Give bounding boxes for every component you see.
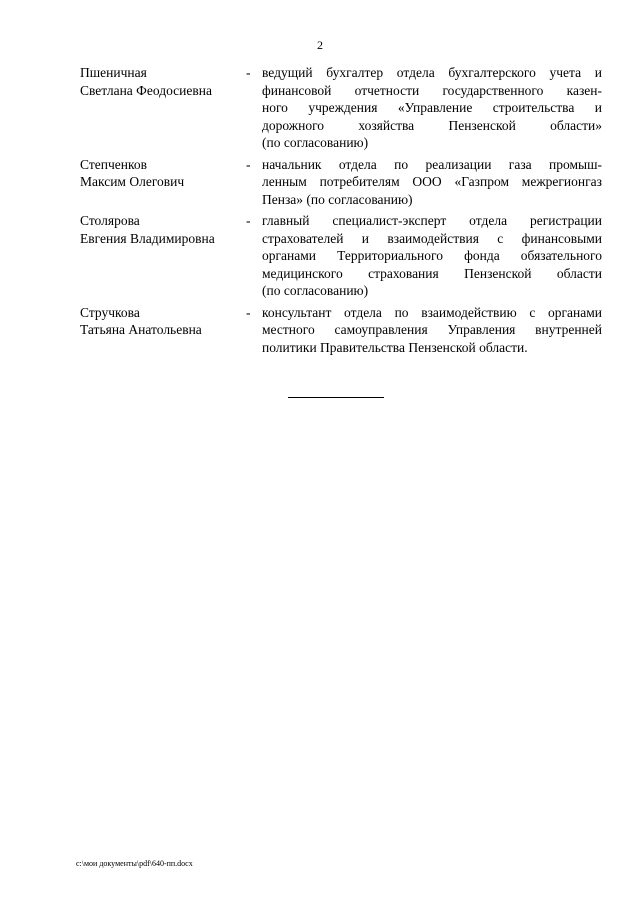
page-number: 2 bbox=[317, 38, 323, 52]
position-line: финансовой отчетности государственного казен- bbox=[262, 82, 602, 98]
member-entry bbox=[80, 304, 602, 357]
member-given-names: Светлана Феодосиевна bbox=[80, 82, 212, 98]
position-line: политики Правительства Пензенской области. bbox=[262, 339, 528, 355]
member-given-names: Евгения Владимировна bbox=[80, 230, 215, 246]
member-given-names: Максим Олегович bbox=[80, 174, 185, 189]
dash-separator: - bbox=[246, 213, 251, 228]
member-position bbox=[262, 304, 602, 357]
member-surname: Столярова bbox=[80, 213, 140, 228]
dash-separator: - bbox=[246, 156, 251, 172]
end-separator-line bbox=[288, 397, 384, 398]
member-entry bbox=[80, 156, 602, 209]
member-surname: Пшеничная bbox=[80, 65, 147, 80]
position-line: (по согласованию) bbox=[262, 283, 369, 298]
member-position bbox=[262, 64, 602, 152]
position-line: дорожного хозяйства Пензенской области» bbox=[262, 117, 602, 133]
position-line: местного самоуправления Управления внутренней bbox=[262, 322, 602, 337]
position-line: медицинского страхования Пензенской области bbox=[262, 265, 602, 281]
member-entry bbox=[80, 64, 602, 152]
member-name bbox=[80, 304, 246, 357]
member-name bbox=[80, 212, 246, 300]
member-position bbox=[262, 212, 602, 300]
position-line: ведущий бухгалтер отдела бухгалтерского учета и bbox=[262, 65, 602, 80]
position-line: ного учреждения «Управление строительства и bbox=[262, 100, 602, 115]
dash-separator: - bbox=[246, 65, 251, 80]
member-given-names: Татьяна Анатольевна bbox=[80, 322, 202, 337]
member-entry bbox=[80, 212, 602, 300]
position-line: главный специалист-эксперт отдела регистрации bbox=[262, 213, 602, 228]
position-line: ленным потребителям ООО «Газпром межрегионгаз bbox=[262, 174, 602, 189]
position-line: страхователей и взаимодействия с финансовыми bbox=[262, 230, 602, 246]
member-surname: Стручкова bbox=[80, 304, 140, 320]
dash-separator: - bbox=[246, 304, 251, 320]
footer-file-path: c:\мои документы\pdf\640-пп.docx bbox=[76, 859, 193, 868]
member-name bbox=[80, 64, 246, 152]
position-line: Пенза» (по согласованию) bbox=[262, 191, 413, 207]
position-line: (по согласованию) bbox=[262, 135, 369, 150]
member-surname: Степченков bbox=[80, 156, 147, 172]
member-name bbox=[80, 156, 246, 209]
member-list bbox=[80, 64, 602, 360]
position-line: консультант отдела по взаимодействию с органами bbox=[262, 304, 602, 320]
position-line: органами Территориального фонда обязательного bbox=[262, 248, 602, 263]
position-line: начальник отдела по реализации газа промыш- bbox=[262, 156, 602, 172]
member-position bbox=[262, 156, 602, 209]
